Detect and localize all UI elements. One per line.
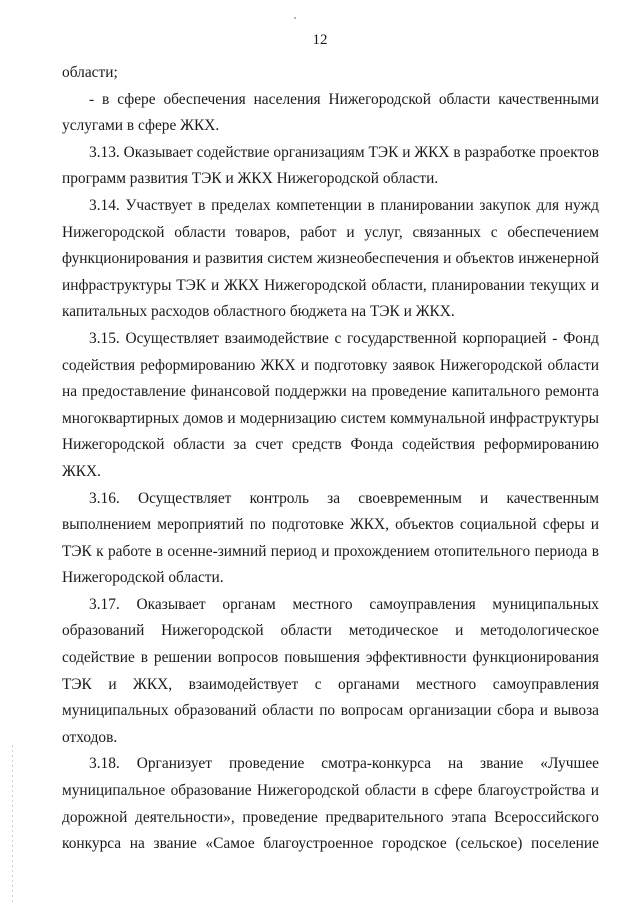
paragraph-3-16: 3.16. Осуществляет контроль за своевременным и качественным выполнением мероприятий по подготовке ЖКХ, объектов социальной сферы и ТЭК к работе в осенне-зимний период и прохождением отопительного периода в Нижегородской области.: [62, 489, 599, 587]
paragraph-housing-quality: - в сфере обеспечения населения Нижегородской области качественными услугами в сфере ЖКХ.: [62, 90, 599, 135]
paragraph-continuation: области;: [62, 64, 118, 81]
page-number: 12: [312, 32, 328, 48]
document-body: [62, 60, 599, 858]
paragraph-3-13: 3.13. Оказывает содействие организациям ТЭК и ЖКХ в разработке проектов программ развития ТЭК и ЖКХ Нижегородской области.: [62, 143, 599, 188]
paragraph-3-14: 3.14. Участвует в пределах компетенции в планировании закупок для нужд Нижегородской области товаров, работ и услуг, связанных с обеспечением функционирования и развития систем жизнеобеспечения и объектов инженерной инфраструктуры ТЭК и ЖКХ Нижегородской области, планировании текущих и капитальных расходов областного бюджета на ТЭК и ЖКХ.: [62, 196, 599, 321]
scan-margin-line: [12, 745, 13, 905]
paragraph-3-18: 3.18. Организует проведение смотра-конкурса на звание «Лучшее муниципальное образование Нижегородской области в сфере благоустройства и дорожной деятельности», проведение предварительного этапа Всероссийского конкурса на звание «Самое благоустроенное городское (сельское) поселение: [62, 755, 599, 853]
paragraph-3-15: 3.15. Осуществляет взаимодействие с государственной корпорацией - Фонд содействия реформированию ЖКХ и подготовку заявок Нижегородской области на предоставление финансовой поддержки на проведение капитального ремонта многоквартирных домов и модернизацию систем коммунальной инфраструктуры Нижегородской области за счет средств Фонда содействия реформированию ЖКХ.: [62, 329, 599, 480]
paragraph-3-17: 3.17. Оказывает органам местного самоуправления муниципальных образований Нижегородской области методическое и методологическое содействие в решении вопросов повышения эффективности функционирования ТЭК и ЖКХ, взаимодействует с органами местного самоуправления муниципальных образований области по вопросам организации сбора и вывоза отходов.: [62, 595, 599, 746]
scan-dot: [294, 17, 296, 19]
